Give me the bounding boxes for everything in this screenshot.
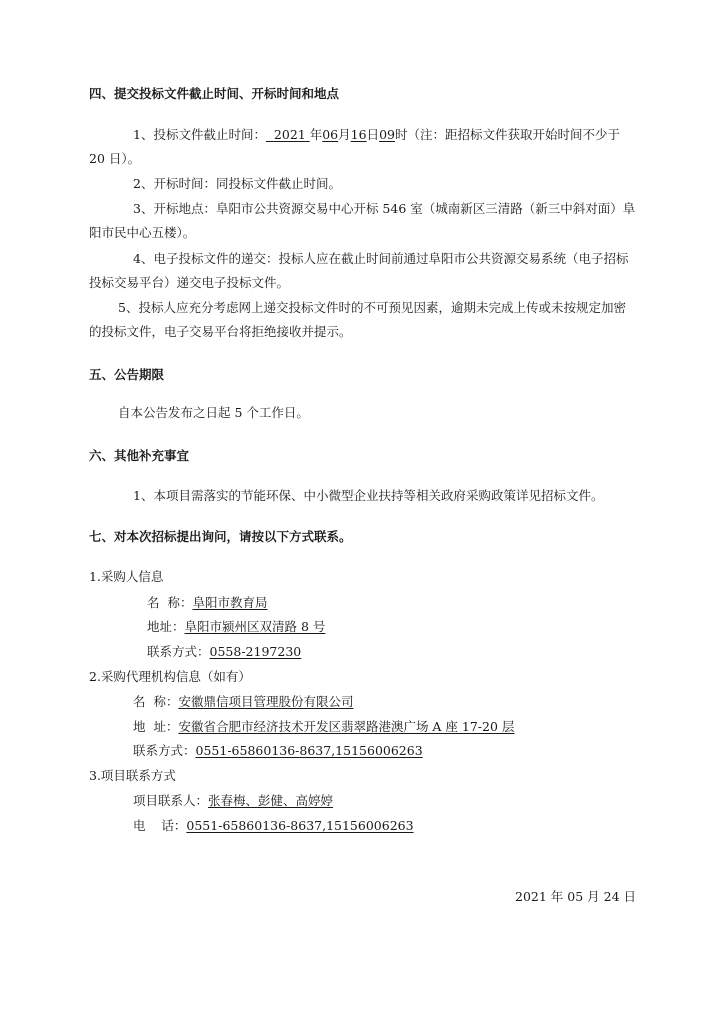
section6-heading: 六、其他补充事宜 bbox=[89, 448, 190, 463]
submission-line2: 投标交易平台）递交电子投标文件。 bbox=[89, 275, 290, 290]
purchaser-address-value: 阜阳市颍州区双清路 8 号 bbox=[184, 619, 326, 634]
section5-heading: 五、公告期限 bbox=[89, 367, 165, 382]
notice-line1: 5、投标人应充分考虑网上递交投标文件时的不可预见因素，逾期未完成上传或未按规定加密 bbox=[118, 300, 626, 315]
deadline-note: （注：距招标文件获取开始时间不少于 bbox=[407, 127, 621, 142]
deadline-year-unit: 年 bbox=[309, 127, 323, 142]
deadline-year: 2021 bbox=[273, 127, 306, 142]
agency-title: 2.采购代理机构信息（如有） bbox=[89, 669, 251, 684]
section4-heading: 四、提交投标文件截止时间、开标时间和地点 bbox=[89, 86, 340, 101]
purchaser-address-label: 地址： bbox=[147, 619, 185, 634]
submission-line1: 4、电子投标文件的递交：投标人应在截止时间前通过阜阳市公共资源交易系统（电子招标 bbox=[133, 251, 629, 266]
purchaser-contact-value: 0558-2197230 bbox=[209, 644, 302, 659]
opening-time: 2、开标时间：同投标文件截止时间。 bbox=[133, 176, 341, 191]
agency-address-label: 地 址： bbox=[133, 719, 179, 734]
project-person-value: 张春梅、彭健、高婷婷 bbox=[208, 793, 334, 808]
purchaser-name-value: 阜阳市教育局 bbox=[192, 595, 268, 610]
deadline-prefix: 1、投标文件截止时间： bbox=[133, 127, 266, 142]
project-phone-value: 0551-65860136-8637,15156006263 bbox=[186, 818, 414, 833]
deadline-hour-unit: 时 bbox=[394, 127, 408, 142]
deadline-note-cont: 20 日）。 bbox=[89, 151, 141, 166]
purchaser-name-label: 名 称： bbox=[147, 595, 193, 610]
section7-heading: 七、对本次招标提出询问，请按以下方式联系。 bbox=[89, 529, 352, 544]
project-phone-label: 电 话： bbox=[133, 818, 187, 833]
agency-address-value: 安徽省合肥市经济技术开发区翡翠路港澳广场 A 座 17-20 层 bbox=[178, 719, 515, 734]
project-person-label: 项目联系人： bbox=[133, 793, 209, 808]
opening-location-line2: 阳市民中心五楼）。 bbox=[89, 225, 196, 240]
announcement-period: 自本公告发布之日起 5 个工作日。 bbox=[118, 405, 309, 420]
deadline-month-unit: 月 bbox=[338, 127, 351, 142]
purchaser-contact-row bbox=[147, 644, 301, 660]
deadline-day: 16 bbox=[350, 127, 367, 142]
agency-contact-row bbox=[133, 743, 423, 759]
agency-contact-label: 联系方式： bbox=[133, 743, 196, 758]
deadline-line bbox=[133, 127, 620, 143]
deadline-day-unit: 日 bbox=[366, 127, 380, 142]
agency-name-row bbox=[133, 694, 353, 710]
purchaser-address-row bbox=[147, 619, 325, 635]
purchaser-contact-label: 联系方式： bbox=[147, 644, 210, 659]
project-phone-row bbox=[133, 818, 414, 834]
agency-name-value: 安徽鼎信项目管理股份有限公司 bbox=[178, 694, 354, 709]
agency-contact-value: 0551-65860136-8637,15156006263 bbox=[195, 743, 423, 758]
deadline-hour: 09 bbox=[379, 127, 395, 142]
project-contact-title: 3.项目联系方式 bbox=[89, 768, 176, 783]
agency-name-label: 名 称： bbox=[133, 694, 179, 709]
notice-line2: 的投标文件，电子交易平台将拒绝接收并提示。 bbox=[89, 324, 352, 339]
purchaser-title: 1.采购人信息 bbox=[89, 569, 164, 584]
purchaser-name-row bbox=[147, 595, 267, 611]
project-person-row bbox=[133, 793, 333, 809]
document-date: 2021 年 05 月 24 日 bbox=[515, 889, 636, 904]
opening-location-line1: 3、开标地点：阜阳市公共资源交易中心开标 546 室（城南新区三清路（新三中斜对面）阜 bbox=[133, 201, 636, 216]
agency-address-row bbox=[133, 719, 514, 735]
supplementary-text: 1、本项目需落实的节能环保、中小微型企业扶持等相关政府采购政策详见招标文件。 bbox=[133, 488, 604, 503]
deadline-month: 06 bbox=[322, 127, 339, 142]
